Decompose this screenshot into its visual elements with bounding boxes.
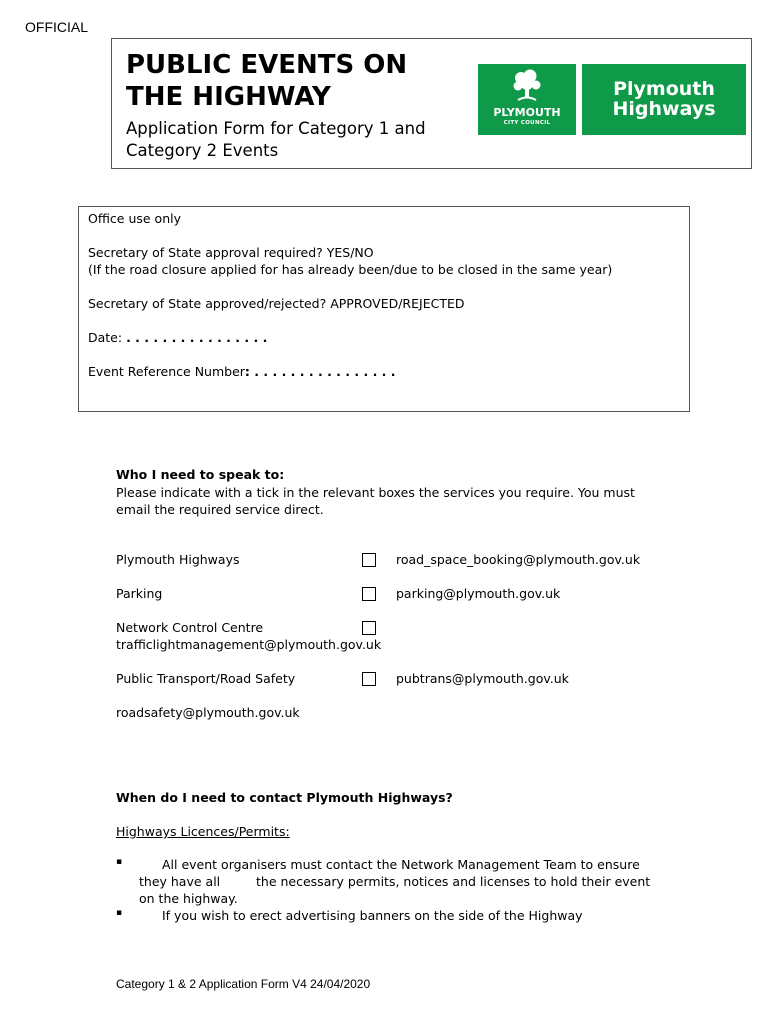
plymouth-highways-logo <box>582 64 746 135</box>
bullet-2-text: If you wish to erect advertising banners on the side of the Highway <box>162 908 583 923</box>
event-reference-field <box>88 364 396 379</box>
service-email-highways: road_space_booking@plymouth.gov.uk <box>396 552 641 567</box>
page-title <box>126 49 407 113</box>
event-reference-dots: . . . . . . . . . . . . . . . . <box>249 364 396 379</box>
logo-council-text: CITY COUNCIL <box>503 120 551 126</box>
event-reference-label: Event Reference Number <box>88 364 245 379</box>
service-name-parking: Parking <box>116 586 163 601</box>
date-field <box>88 330 267 345</box>
subtitle-line-1: Application Form for Category 1 and <box>126 119 426 138</box>
sos-approved-text: Secretary of State approved/rejected? APPROVED/REJECTED <box>88 296 465 311</box>
bullet-1-line-2b: the necessary permits, notices and licenses to hold their event <box>256 874 651 889</box>
footer-text: Category 1 & 2 Application Form V4 24/04/2020 <box>116 977 371 991</box>
bullet-1-line-2a: they have all <box>139 874 221 889</box>
title-line-1: PUBLIC EVENTS ON <box>126 50 408 80</box>
title-box <box>111 38 752 169</box>
bullet-2: ▪ <box>116 908 123 918</box>
who-intro-line-1: Please indicate with a tick in the relevant boxes the services you require. You must <box>116 485 635 500</box>
date-label: Date: <box>88 330 123 345</box>
who-intro-line-2: email the required service direct. <box>116 502 324 517</box>
page-subtitle <box>126 118 456 162</box>
bullet-1: ▪ <box>116 857 123 867</box>
sos-required-text: Secretary of State approval required? YES/NO <box>88 245 374 260</box>
logo-city-text: PLYMOUTH <box>493 106 561 119</box>
title-line-2: THE HIGHWAY <box>126 82 331 112</box>
office-use-heading: Office use only <box>88 211 181 226</box>
parking-checkbox[interactable] <box>362 587 376 601</box>
service-email-network-control: trafficlightmanagement@plymouth.gov.uk <box>116 637 382 652</box>
bullet-1-line-3: on the highway. <box>139 891 238 906</box>
service-email-public-transport: pubtrans@plymouth.gov.uk <box>396 671 569 686</box>
subtitle-line-2: Category 2 Events <box>126 141 279 160</box>
licences-subheading: Highways Licences/Permits: <box>116 824 290 839</box>
logo-highways-line-1: Plymouth <box>613 78 715 100</box>
who-heading: Who I need to speak to: <box>116 467 285 482</box>
bullet-1-line-1: All event organisers must contact the Network Management Team to ensure <box>162 857 640 872</box>
office-use-box <box>78 206 690 412</box>
service-name-highways: Plymouth Highways <box>116 552 240 567</box>
public-transport-checkbox[interactable] <box>362 672 376 686</box>
plymouth-city-council-logo <box>478 64 576 135</box>
service-name-network-control: Network Control Centre <box>116 620 264 635</box>
event-reference-colon: : <box>244 364 250 379</box>
service-email-parking: parking@plymouth.gov.uk <box>396 586 561 601</box>
road-safety-email: roadsafety@plymouth.gov.uk <box>116 705 300 720</box>
network-control-checkbox[interactable] <box>362 621 376 635</box>
logo-highways-line-2: Highways <box>612 98 716 120</box>
when-heading: When do I need to contact Plymouth Highways? <box>116 790 453 805</box>
highways-checkbox[interactable] <box>362 553 376 567</box>
service-name-public-transport: Public Transport/Road Safety <box>116 671 296 686</box>
date-dots: . . . . . . . . . . . . . . . . <box>126 330 268 345</box>
tree-crest-icon <box>478 64 576 106</box>
classification-label: OFFICIAL <box>25 19 89 35</box>
sos-note-text: (If the road closure applied for has already been/due to be closed in the same year) <box>88 262 613 277</box>
